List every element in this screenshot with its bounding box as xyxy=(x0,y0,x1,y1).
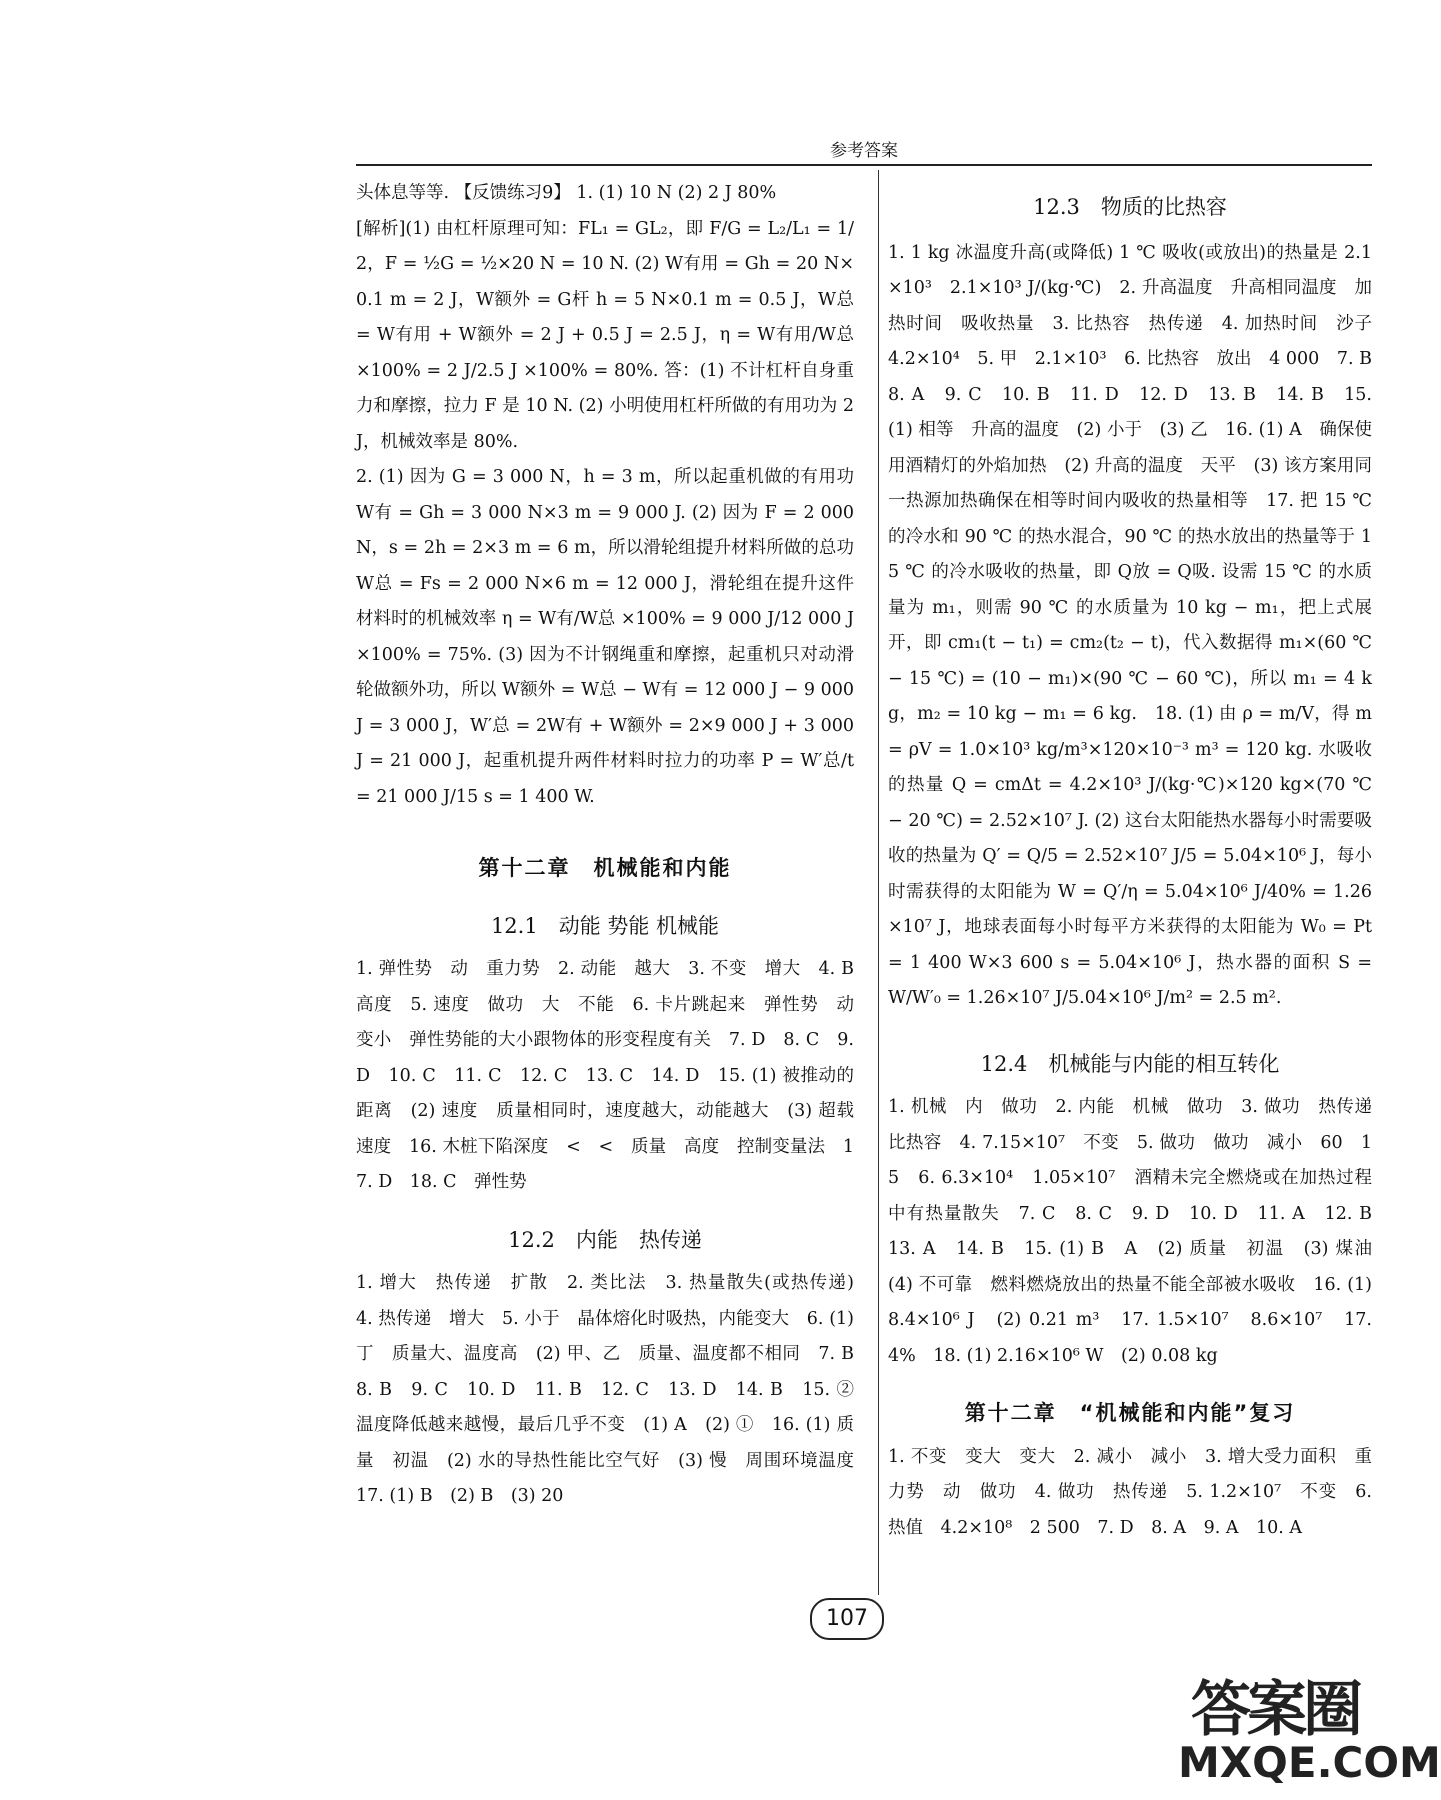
running-header: 参考答案 xyxy=(830,141,898,161)
spacer xyxy=(356,1258,854,1266)
spacer xyxy=(888,176,1372,190)
chapter-heading: 第十二章 “机械能和内能”复习 xyxy=(964,1401,1296,1425)
column-divider xyxy=(878,170,879,1595)
header-rule xyxy=(356,164,1372,166)
spacer xyxy=(356,1201,854,1223)
section-heading: 12.1 动能 势能 机械能 xyxy=(490,913,720,938)
watermark-logo xyxy=(1178,1656,1441,1792)
spacer xyxy=(888,1082,1372,1090)
watermark-cn: 答案圈 xyxy=(1191,1675,1359,1745)
answer-paragraph: 1. 机械 内 做功 2. 内能 机械 做功 3. 做功 热传递 比热容 4. 7.15×10⁷ 不变 5. 做功 做功 减小 60 15 6. 6.3×10⁴ 1.05×10⁷ 酒精未完全燃烧或在加热过程中有热量散失 7. C 8. C 9. D 10. D 11. A 12. B 13. A 14. B 15. (1) B A (2) 质量 初温 (3) 煤油 (4) 不可靠 燃料燃烧放出的热量不能全部被水吸收 16. (1) 8.4×10⁶ J (2) 0.21 m³ 17. 1.5×10⁷ 8.6×10⁷ 17.4% 18. (1) 2.16×10⁶ W (2) 0.08 kg xyxy=(888,1097,1390,1366)
answer-paragraph: 1. 不变 变大 变大 2. 减小 减小 3. 增大受力面积 重力势 动 做功 4. 做功 热传递 5. 1.2×10⁷ 不变 6. 热值 4.2×10⁸ 2 500 7. D 8. A 9. A 10. A xyxy=(888,1446,1372,1538)
right-column xyxy=(888,176,1390,1546)
answer-paragraph: 1. 增大 热传递 扩散 2. 类比法 3. 热量散失(或热传递) 4. 热传递 增大 5. 小于 晶体熔化时吸热，内能变大 6. (1) 丁 质量大、温度高 (2) 甲、乙 质量、温度都不相同 7. B 8. B 9. C 10. D 11. B 12. C 13. D 14. B 15. ② 温度降低越来越慢，最后几乎不变 (1) A (2) ① 16. (1) 质量 初温 (2) 水的导热性能比空气好 (3) 慢 周围环境温度 17. (1) B (2) B (3) 20 xyxy=(356,1273,872,1506)
spacer xyxy=(356,815,854,851)
spacer xyxy=(356,944,854,952)
page-number: 107 xyxy=(810,1598,884,1640)
watermark-url: MXQE.COM xyxy=(1178,1738,1441,1787)
spacer xyxy=(888,226,1372,236)
answer-paragraph: 2. (1) 因为 G = 3 000 N，h = 3 m，所以起重机做的有用功 W有 = Gh = 3 000 N×3 m = 9 000 J. (2) 因为 F = 2 000 N，s = 2h = 2×3 m = 6 m，所以滑轮组提升材料所做的总功 W总 = Fs = 2 000 N×6 m = 12 000 J，滑轮组在提升这件材料时的机械效率 η = W有/W总 ×100% = 9 000 J/12 000 J ×100% = 75%. (3) 因为不计钢绳重和摩擦，起重机只对动滑轮做额外功，所以 W额外 = W总 − W有 = 12 000 J − 9 000 J = 3 000 J，W′总 = 2W有 + W额外 = 2×9 000 J + 3 000 J = 21 000 J，起重机提升两件材料时拉力的功率 P = W′总/t = 21 000 J/15 s = 1 400 W. xyxy=(356,467,854,807)
answer-paragraph: 1. 1 kg 冰温度升高(或降低) 1 ℃ 吸收(或放出)的热量是 2.1×10³ 2.1×10³ J/(kg·℃) 2. 升高温度 升高相同温度 加热时间 吸收热量 3. 比热容 热传递 4. 加热时间 沙子 4.2×10⁴ 5. 甲 2.1×10³ 6. 比热容 放出 4 000 7. B 8. A 9. C 10. B 11. D 12. D 13. B 14. B 15. (1) 相等 升高的温度 (2) 小于 (3) 乙 16. (1) A 确保使用酒精灯的外焰加热 (2) 升高的温度 天平 (3) 该方案用同一热源加热确保在相等时间内吸收的热量相等 17. 把 15 ℃ 的冷水和 90 ℃ 的热水混合，90 ℃ 的热水放出的热量等于 15 ℃ 的冷水吸收的热量，即 Q放 = Q吸. 设需 15 ℃ 的水质量为 m₁，则需 90 ℃ 的水质量为 10 kg − m₁，把上式展开，即 cm₁(t − t₁) = cm₂(t₂ − t)，代入数据得 m₁×(60 ℃ − 15 ℃) = (10 − m₁)×(90 ℃ − 60 ℃)，所以 m₁ = 4 kg，m₂ = 10 kg − m₁ = 6 kg. 18. (1) 由 ρ = m/V，得 m = ρV = 1.0×10³ kg/m³×120×10⁻³ m³ = 120 kg. 水吸收的热量 Q = cmΔt = 4.2×10³ J/(kg·℃)×120 kg×(70 ℃ − 20 ℃) = 2.52×10⁷ J. (2) 这台太阳能热水器每小时需要吸收的热量为 Q′ = Q/5 = 2.52×10⁷ J/5 = 5.04×10⁶ J，每小时需获得的太阳能为 W = Q′/η = 5.04×10⁶ J/40% = 1.26×10⁷ J，地球表面每小时每平方米获得的太阳能为 W₀ = Pt = 1 400 W×3 600 s = 5.04×10⁶ J，热水器的面积 S = W/W′₀ = 1.26×10⁷ J/5.04×10⁶ J/m² = 2.5 m². xyxy=(888,242,1390,1008)
spacer xyxy=(356,887,854,909)
spacer xyxy=(888,1432,1372,1440)
answer-paragraph: 头体息等等. 【反馈练习9】 1. (1) 10 N (2) 2 J 80% xyxy=(356,183,777,203)
answer-paragraph: [解析](1) 由杠杆原理可知：FL₁ = GL₂，即 F/G = L₂/L₁ = 1/2，F = ½G = ½×20 N = 10 N. (2) W有用 = Gh = 20 N×0.1 m = 2 J，W额外 = G杆 h = 5 N×0.1 m = 0.5 J，W总 = W有用 + W额外 = 2 J + 0.5 J = 2.5 J，η = W有用/W总 ×100% = 2 J/2.5 J ×100% = 80%. 答：(1) 不计杠杆自身重力和摩擦，拉力 F 是 10 N. (2) 小明使用杠杆所做的有用功为 2 J，机械效率是 80%. xyxy=(356,218,854,452)
section-heading: 12.4 机械能与内能的相互转化 xyxy=(980,1051,1280,1076)
section-heading: 12.2 内能 热传递 xyxy=(508,1227,702,1252)
section-heading: 12.3 物质的比热容 xyxy=(1033,195,1227,219)
spacer xyxy=(888,1017,1372,1047)
answer-paragraph: 1. 弹性势 动 重力势 2. 动能 越大 3. 不变 增大 4. B 高度 5. 速度 做功 大 不能 6. 卡片跳起来 弹性势 动 变小 弹性势能的大小跟物体的形变程度有关 7. D 8. C 9. D 10. C 11. C 12. C 13. C 14. D 15. (1) 被推动的距离 (2) 速度 质量相同时，速度越大，动能越大 (3) 超载 速度 16. 木桩下陷深度 < < 质量 高度 控制变量法 17. D 18. C 弹性势 xyxy=(356,959,872,1192)
left-column xyxy=(356,176,872,1515)
spacer xyxy=(888,1374,1372,1396)
chapter-heading: 第十二章 机械能和内能 xyxy=(478,856,732,880)
